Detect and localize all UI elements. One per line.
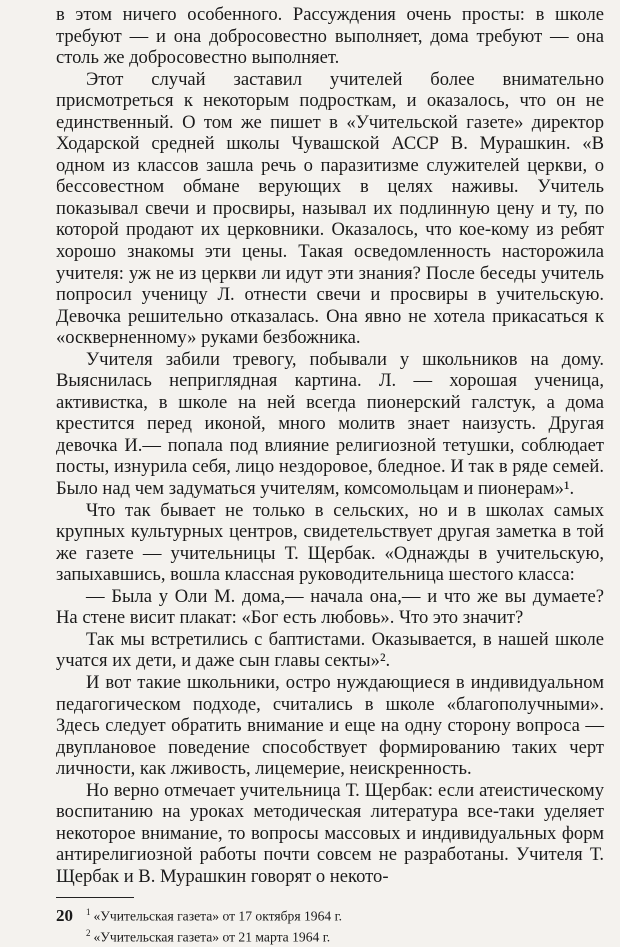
paragraph-continued: в этом ничего особенного. Рассуждения очень просты: в школе требуют — и она добросовестно выполняет, дома требуют — она столь же добросовестно выполняет. (56, 4, 604, 69)
paragraph: Но верно отмечает учительница Т. Щербак: если атеистическому воспитанию на уроках методическая литература все-таки уделяет некоторое внимание, то вопросы массовых и индивидуальных форм антирелигиозной работы почти совсем не разработаны. Учителя Т. Щербак и В. Мурашкин говорят о некото- (56, 779, 604, 887)
footnote (86, 904, 604, 925)
paragraph: И вот такие школьники, остро нуждающиеся в индивидуальном педагогическом подходе, считались в школе «благополучными». Здесь следует обратить внимание и еще на одну сторону вопроса — двуплановое поведение способствует формированию таких черт личности, как лживость, лицемерие, неискренность. (56, 671, 604, 780)
paragraph-dialogue: — Была у Оли М. дома,— начала она,— и что же вы думаете? На стене висит плакат: «Бог есть любовь». Что это значит? (56, 585, 604, 629)
footnote-text: «Учительская газета» от 21 марта 1964 г. (93, 929, 331, 945)
footnote-mark: 1 (86, 907, 91, 918)
footnotes (56, 904, 604, 945)
page-number: 20 (56, 906, 73, 925)
footnote-text: «Учительская газета» от 17 октября 1964 г. (93, 908, 343, 924)
paragraph: Так мы встретились с баптистами. Оказывается, в нашей школе учатся их дети, и даже сын главы секты»². (56, 628, 604, 672)
footnote-divider (56, 897, 134, 898)
body-text (56, 4, 604, 887)
paragraph: Что так бывает не только в сельских, но и в школах самых крупных культурных центров, свидетельствует другая заметка в той же газете — учительницы Т. Щербак. «Однажды в учительскую, запыхавшись, вошла классная руководительница шестого класса: (56, 499, 604, 586)
paragraph: Учителя забили тревогу, побывали у школьников на дому. Выяснилась неприглядная картина. Л. — хорошая ученица, активистка, в школе на ней всегда пионерский галстук, а дома крестится перед иконой, много молитв знает наизусть. Другая девочка И.— попала под влияние религиозной тетушки, соблюдает посты, изнурила себя, лицо нездоровое, бледное. И так в ряде семей. Было над чем задуматься учителям, комсомольцам и пионерам»¹. (56, 348, 604, 500)
footnote (86, 925, 604, 946)
paragraph: Этот случай заставил учителей более внимательно присмотреться к некоторым подросткам, и оказалось, что он не единственный. О том же пишет в «Учительской газете» директор Ходарской средней школы Чувашской АССР В. Мурашкин. «В одном из классов зашла речь о паразитизме служителей церкви, о бессовестном обмане верующих в целях наживы. Учитель показывал свечи и просвиры, называл их подлинную цену и ту, по которой продают их церковники. Оказалось, что кое-кому из ребят хорошо знакомы эти цены. Такая осведомленность насторожила учителя: уж не из церкви ли идут эти знания? После беседы учитель попросил ученицу Л. отнести свечи и просвиры в учительскую. Девочка решительно отказалась. Она явно не хотела прикасаться к «оскверненному» руками безбожника. (56, 68, 604, 349)
footnote-mark: 2 (86, 927, 91, 938)
